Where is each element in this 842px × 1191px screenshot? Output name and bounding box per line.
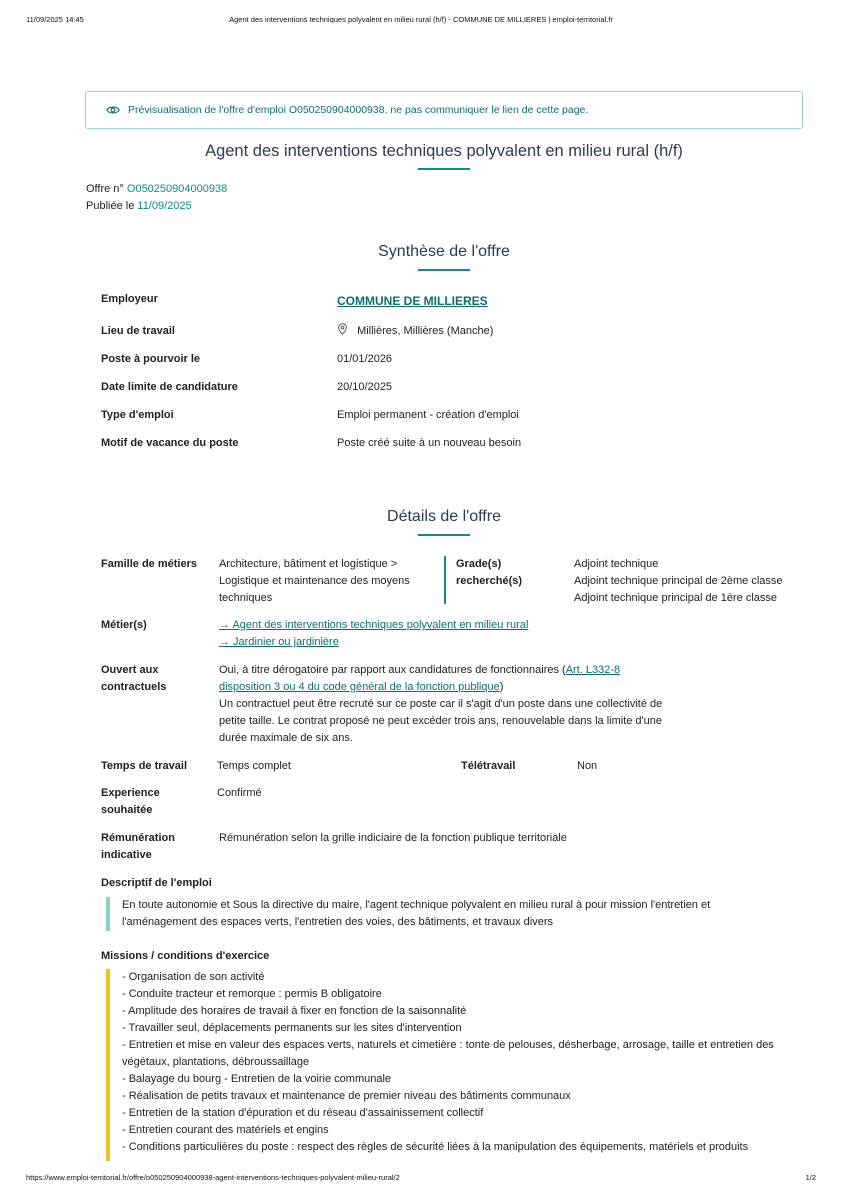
contract-value bbox=[219, 662, 679, 747]
synthese-underline bbox=[418, 269, 470, 271]
experience-label-line: Experience bbox=[101, 787, 160, 799]
descriptif-quote-bar bbox=[106, 897, 110, 931]
famille-line: Architecture, bâtiment et logistique > bbox=[219, 558, 398, 570]
descriptif-label: Descriptif de l'emploi bbox=[101, 877, 212, 889]
offer-number-label: Offre n° bbox=[86, 183, 124, 195]
teletravail-value: Non bbox=[577, 760, 598, 772]
eye-icon bbox=[106, 103, 120, 117]
synthese-title: Synthèse de l'offre bbox=[378, 243, 510, 260]
descriptif-text bbox=[122, 897, 802, 931]
metiers-label: Métier(s) bbox=[101, 619, 147, 631]
contract-line: durée maximale de six ans. bbox=[219, 732, 353, 744]
contract-text: Oui, à titre dérogatoire par rapport aux candidatures de fonctionnaires ( bbox=[219, 664, 566, 676]
offer-number-row bbox=[86, 183, 227, 195]
published-label: Publiée le bbox=[86, 200, 135, 212]
descriptif-line: l'aménagement des espaces verts, l'entretien des voies, des bâtiments, et travaux divers bbox=[122, 916, 553, 928]
mission-line: - Balayage du bourg - Entretien de la voirie communale bbox=[122, 1073, 392, 1085]
metier-link[interactable]: → Agent des interventions techniques polyvalent en milieu rural bbox=[219, 619, 529, 631]
offer-number: O050250904000938 bbox=[126, 183, 228, 195]
column-divider bbox=[444, 556, 446, 604]
missions-list bbox=[122, 969, 802, 1156]
employer-link[interactable]: COMMUNE DE MILLIERES bbox=[337, 294, 488, 308]
start-label: Poste à pourvoir le bbox=[101, 353, 201, 365]
mission-line: - Conduite tracteur et remorque : permis B obligatoire bbox=[122, 988, 382, 1000]
remuneration-label bbox=[101, 830, 175, 864]
metiers-list bbox=[219, 617, 528, 651]
famille-line: techniques bbox=[219, 592, 273, 604]
remuneration-label-line: Rémunération bbox=[101, 832, 175, 844]
contract-text: ) bbox=[499, 681, 504, 693]
metier-link[interactable]: → Jardinier ou jardinière bbox=[219, 636, 339, 648]
deadline-value: 20/10/2025 bbox=[337, 381, 393, 393]
contract-label-line: contractuels bbox=[101, 681, 167, 693]
mission-line: - Conditions particulières du poste : respect des règles de sécurité liées à la manipulation des équipements, matériels et produits bbox=[122, 1141, 749, 1153]
temps-value: Temps complet bbox=[217, 760, 291, 772]
mission-line: - Entretien et mise en valeur des espaces verts, naturels et cimetière : tonte de pelouses, désherbage, arrosage, taille et entretien des bbox=[122, 1039, 774, 1051]
temps-label: Temps de travail bbox=[101, 760, 187, 772]
print-url: https://www.emploi-territorial.fr/offre/o050250904000938-agent-interventions-techniques-polyvalent-milieu-rural/2 bbox=[26, 1173, 400, 1182]
grade-label-line: Grade(s) bbox=[456, 558, 502, 570]
location-label: Lieu de travail bbox=[101, 325, 175, 337]
published-row bbox=[86, 200, 192, 212]
experience-label-line: souhaitée bbox=[101, 804, 153, 816]
experience-label bbox=[101, 785, 160, 819]
experience-value: Confirmé bbox=[217, 787, 262, 799]
type-label: Type d'emploi bbox=[101, 409, 174, 421]
details-underline bbox=[418, 534, 470, 536]
legal-article-link[interactable]: Art. L332-8 bbox=[565, 664, 621, 676]
grade-label bbox=[456, 556, 522, 590]
mission-line: - Travailler seul, déplacements permanents sur les sites d'intervention bbox=[122, 1022, 462, 1034]
motif-value: Poste créé suite à un nouveau besoin bbox=[337, 437, 522, 449]
descriptif-line: En toute autonomie et Sous la directive du maire, l'agent technique polyvalent en milieu rural à pour mission l'entretien et bbox=[122, 899, 711, 911]
print-datetime: 11/09/2025 14:45 bbox=[26, 15, 84, 24]
deadline-label: Date limite de candidature bbox=[101, 381, 238, 393]
missions-label: Missions / conditions d'exercice bbox=[101, 950, 270, 962]
employer-label: Employeur bbox=[101, 293, 158, 305]
location-row bbox=[337, 323, 493, 340]
mission-line: - Entretien courant des matériels et engins bbox=[122, 1124, 329, 1136]
contract-label-line: Ouvert aux bbox=[101, 664, 159, 676]
famille-line: Logistique et maintenance des moyens bbox=[219, 575, 410, 587]
grade-line: Adjoint technique bbox=[574, 558, 659, 570]
job-title: Agent des interventions techniques polyvalent en milieu rural (h/f) bbox=[205, 142, 683, 160]
start-value: 01/01/2026 bbox=[337, 353, 393, 365]
legal-code-link[interactable]: disposition 3 ou 4 du code général de la fonction publique bbox=[219, 681, 500, 693]
grade-line: Adjoint technique principal de 2ème classe bbox=[574, 575, 783, 587]
mission-line: végétaux, plantations, débroussaillage bbox=[122, 1056, 310, 1068]
contract-line: petite taille. Le contrat proposé ne peut excéder trois ans, renouvelable dans la limite d'une bbox=[219, 715, 662, 727]
print-title: Agent des interventions techniques polyvalent en milieu rural (h/f) - COMMUNE DE MILLIERES | emploi-territorial.fr bbox=[229, 15, 613, 24]
remuneration-label-line: indicative bbox=[101, 849, 152, 861]
famille-label: Famille de métiers bbox=[101, 558, 197, 570]
preview-banner bbox=[85, 91, 803, 129]
missions-quote-bar bbox=[106, 969, 110, 1161]
print-page-number: 1/2 bbox=[805, 1173, 816, 1182]
teletravail-label: Télétravail bbox=[461, 760, 516, 772]
details-title: Détails de l'offre bbox=[387, 508, 501, 525]
published-date: 11/09/2025 bbox=[137, 200, 192, 212]
mission-line: - Organisation de son activité bbox=[122, 971, 265, 983]
title-underline bbox=[418, 168, 470, 170]
famille-value bbox=[219, 556, 410, 607]
map-pin-icon bbox=[337, 323, 348, 335]
contract-label bbox=[101, 662, 166, 696]
mission-line: - Réalisation de petits travaux et maintenance de premier niveau des bâtiments communaux bbox=[122, 1090, 571, 1102]
contract-line: Un contractuel peut être recruté sur ce poste car il s'agit d'un poste dans une collectivité de bbox=[219, 698, 663, 710]
banner-text: Prévisualisation de l'offre d'emploi O050250904000938, ne pas communiquer le lien de cette page. bbox=[128, 104, 589, 116]
grade-value bbox=[574, 556, 783, 607]
motif-label: Motif de vacance du poste bbox=[101, 437, 239, 449]
location-value: Millières, Millières (Manche) bbox=[357, 325, 494, 337]
grade-line: Adjoint technique principal de 1ère classe bbox=[574, 592, 778, 604]
remuneration-value: Rémunération selon la grille indiciaire de la fonction publique territoriale bbox=[219, 832, 567, 844]
type-value: Emploi permanent - création d'emploi bbox=[337, 409, 519, 421]
grade-label-line: recherché(s) bbox=[456, 575, 523, 587]
mission-line: - Entretien de la station d'épuration et du réseau d'assainissement collectif bbox=[122, 1107, 484, 1119]
mission-line: - Amplitude des horaires de travail à fixer en fonction de la saisonnalité bbox=[122, 1005, 467, 1017]
